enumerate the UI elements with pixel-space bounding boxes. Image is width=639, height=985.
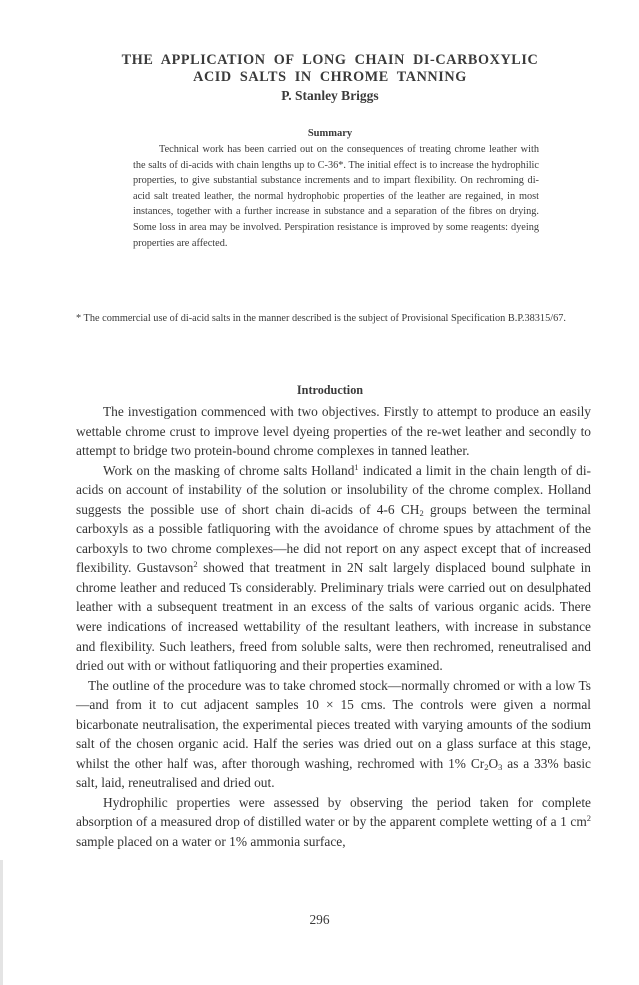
intro-paragraph-1: The investigation commenced with two objectives. Firstly to attempt to produce an easily wettable chrome crust to improve level dyeing properties of the re-wet leather and secondly to attempt to bridge two protein-bound chrome complexes in tanned leather. bbox=[76, 404, 591, 459]
summary-heading: Summary bbox=[307, 128, 353, 139]
text-run: indicated a limit in the chain length of di-acids on account of instability of the solution or insolubility of the chrome complex. Holland suggests the possible use of short chain di-acids of 4-6 CH bbox=[76, 462, 591, 517]
text-run: sample placed on a water or 1% ammonia surface, bbox=[76, 834, 346, 850]
text-run: groups between the terminal carboxyls as a possible fatliquoring with the avoidance of chrome spues by attachment of the carboxyls to two chrome complexes—he did not report on any aspect except that of increased flexibility. Gustavson bbox=[76, 501, 592, 576]
introduction-body bbox=[76, 402, 591, 852]
intro-paragraph-4 bbox=[76, 793, 591, 852]
text-run: The outline of the procedure was to take chromed stock—normally chromed or with a low Ts—and from it to cut adjacent samples 10 × 15 cms. The controls were given a normal bicarbonate neutralisation, the experimental pieces treated with varying amounts of the sodium salt of the chosen organic acid. Half the series was dried out on a glass surface at this stage, whilst the other half was, after thorough washing, rechromed with 1% Cr bbox=[76, 677, 591, 771]
text-run: Hydrophilic properties were assessed by observing the period taken for complete absorption of a measured drop of distilled water or by the apparent complete wetting of a 1 cm bbox=[76, 794, 591, 830]
reference-marker: 2 bbox=[193, 559, 198, 570]
intro-paragraph-2 bbox=[76, 461, 591, 676]
introduction-heading: Introduction bbox=[296, 383, 364, 397]
superscript: 2 bbox=[586, 813, 591, 824]
subscript: 2 bbox=[419, 507, 424, 518]
article-title: THE APPLICATION OF LONG CHAIN DI-CARBOXYLIC ACID SALTS IN CHROME TANNING bbox=[121, 52, 539, 85]
subscript: 2 bbox=[484, 761, 489, 772]
summary-paragraph: Technical work has been carried out on the consequences of treating chrome leather with the salts of di-acids with chain lengths up to C-36*. The initial effect is to increase the hydrophilic properties, to give substantial substance increments and to impart flexibility. On rechroming di-acid salt treated leather, the normal hydrophobic properties of the leather are regained, in most instances, together with a further increase in substance and a separation of the fibres on drying. Some loss in area may be involved. Perspiration resistance is improved by some reagents: dyeing properties are affected. bbox=[133, 144, 539, 249]
intro-paragraph-3 bbox=[76, 676, 591, 793]
page-number: 296 bbox=[309, 912, 330, 927]
footnote: * The commercial use of di-acid salts in the manner described is the subject of Provisional Specification B.P.38315/67. bbox=[76, 313, 566, 324]
summary-abstract bbox=[133, 142, 539, 251]
text-run: O bbox=[488, 755, 499, 771]
subscript: 3 bbox=[498, 761, 503, 772]
article-author: P. Stanley Briggs bbox=[281, 88, 379, 103]
reference-marker: 1 bbox=[354, 461, 359, 472]
text-run: as a 33% basic salt, laid, reneutralised and dried out. bbox=[76, 755, 591, 791]
text-run: showed that treatment in 2N salt largely displaced bound sulphate in chrome leather and reduced Ts considerably. Preliminary trials were carried out on desulphated leather with a subsequent treatment in an excess of the salts of various organic acids. There were indications of increased wettability of the resultant leathers, with increase in substance and flexibility. Such leathers, freed from soluble salts, were then rechromed, reneutralised and dried out with or without fatliquoring and their properties examined. bbox=[76, 560, 591, 674]
text-run: Work on the masking of chrome salts Holland bbox=[103, 462, 355, 478]
